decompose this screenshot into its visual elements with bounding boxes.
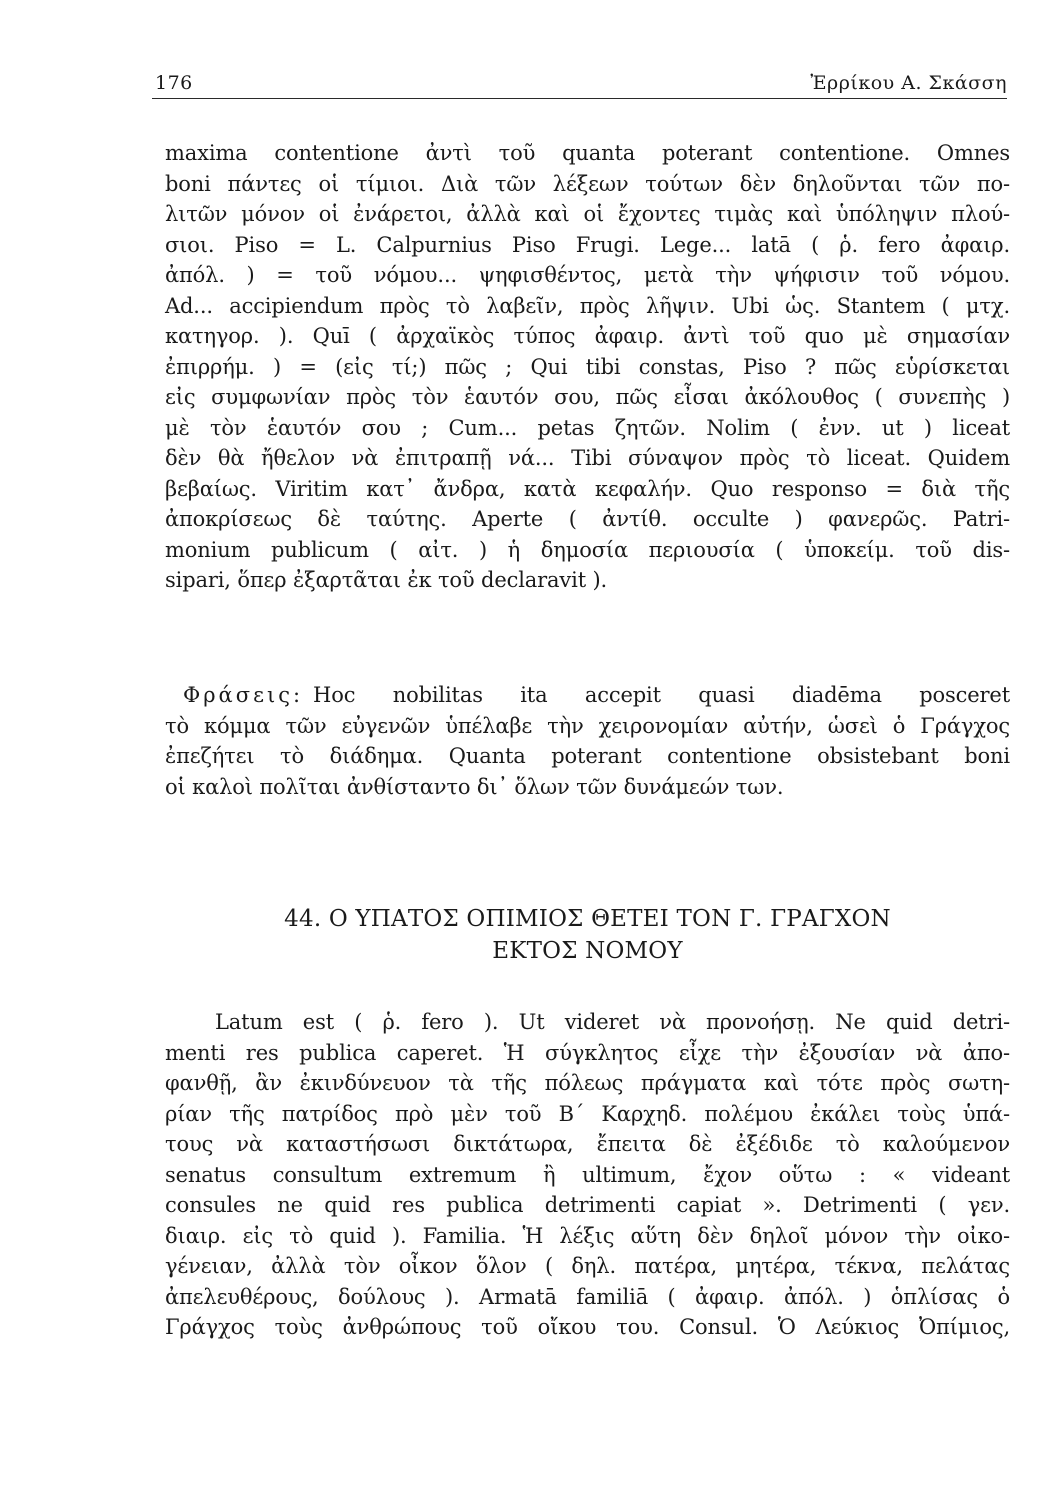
text-line: εἰς συμφωνίαν πρὸς τὸν ἑαυτόν σου, πῶς εἶσαι ἀκόλουθος ( συνεπὴς ) <box>165 385 1010 409</box>
text-line: ἀπελευθέρους, δούλους ). Armatā familiā ( ἀφαιρ. ἀπόλ. ) ὁπλίσας ὁ <box>165 1284 1010 1309</box>
text-line: λιτῶν μόνον οἱ ἐνάρετοι, ἀλλὰ καὶ οἱ ἔχοντες τιμὰς καὶ ὑπόληψιν πλού- <box>165 202 1010 226</box>
running-header <box>155 68 1007 98</box>
text-line: maxima contentione ἀντὶ τοῦ quanta poterant contentione. Omnes <box>165 141 1010 165</box>
text-line: senatus consultum extremum ἢ ultimum, ἔχον οὕτω : « videant <box>165 1162 1010 1187</box>
phrases-text: Hoc nobilitas ita accepit quasi diadēma posceret <box>313 683 1010 707</box>
header-rule <box>152 98 1007 99</box>
text-line: Ad... accipiendum πρὸς τὸ λαβεῖν, πρὸς λῆψιν. Ubi ὡς. Stantem ( μτχ. <box>165 293 1010 318</box>
text-line: τὸ κόμμα τῶν εὐγενῶν ὑπέλαβε τὴν χειρονομίαν αὐτήν, ὡσεὶ ὁ Γράγχος <box>165 713 1010 738</box>
page-number: 176 <box>155 72 193 94</box>
text-line: ἀπόλ. ) = τοῦ νόμου... ψηφισθέντος, μετὰ τὴν ψήφισιν τοῦ νόμου. <box>165 263 1010 287</box>
text-line: διαιρ. εἰς τὸ quid ). Familia. Ἡ λέξις αὕτη δὲν δηλοῖ μόνον τὴν οἰκο- <box>165 1223 1010 1248</box>
section-heading-line: 44. Ο ΥΠΑΤΟΣ ΟΠΙΜΙΟΣ ΘΕΤΕΙ ΤΟΝ Γ. ΓΡΑΓΧΟΝ <box>284 906 891 932</box>
text-line: Γράγχος τοὺς ἀνθρώπους τοῦ οἴκου του. Consul. Ὁ Λεύκιος Ὀπίμιος, <box>165 1315 1010 1339</box>
text-line: σιοι. Piso = L. Calpurnius Piso Frugi. Lege... latā ( ῥ. fero ἀφαιρ. <box>165 232 1010 257</box>
text-line: Latum est ( ῥ. fero ). Ut videret νὰ προνοήσῃ. Ne quid detri- <box>215 1010 1010 1034</box>
text-line: consules ne quid res publica detrimenti capiat ». Detrimenti ( γεν. <box>165 1193 1010 1217</box>
text-line: ἐπεζήτει τὸ διάδημα. Quanta poterant contentione obsistebant boni <box>165 744 1010 768</box>
text-line <box>165 680 1010 711</box>
text-line: βεβαίως. Viritim κατ᾽ ἄνδρα, κατὰ κεφαλήν. Quo responso = διὰ τῆς <box>165 476 1010 501</box>
text-line: οἱ καλοὶ πολῖται ἀνθίσταντο δι᾽ ὅλων τῶν δυνάμεών των. <box>165 774 784 799</box>
text-line: sipari, ὅπερ ἐξαρτᾶται ἐκ τοῦ declaravit ). <box>165 568 608 592</box>
text-line: γένειαν, ἀλλὰ τὸν οἶκον ὅλον ( δηλ. πατέρα, μητέρα, τέκνα, πελάτας <box>165 1254 1010 1278</box>
text-line: φανθῇ, ἂν ἐκινδύνευον τὰ τῆς πόλεως πράγματα καὶ τότε πρὸς σωτη- <box>165 1071 1010 1095</box>
section-body <box>165 1007 1010 1343</box>
text-line: monium publicum ( αἰτ. ) ἡ δημοσία περιουσία ( ὑποκείμ. τοῦ dis- <box>165 537 1010 562</box>
running-title: Ἐρρίκου Α. Σκάσση <box>810 72 1007 94</box>
phrases-paragraph <box>165 680 1010 802</box>
text-line: δὲν θὰ ἤθελον νὰ ἐπιτραπῇ νά... Tibi σύναψον πρὸς τὸ liceat. Quidem <box>165 446 1010 470</box>
text-line: ἐπιρρήμ. ) = (εἰς τί;) πῶς ; Qui tibi constas, Piso ? πῶς εὑρίσκεται <box>165 354 1010 379</box>
text-line: boni πάντες οἱ τίμιοι. Διὰ τῶν λέξεων τούτων δὲν δηλοῦνται τῶν πο- <box>165 171 1010 196</box>
text-line: κατηγορ. ). Quī ( ἀρχαϊκὸς τύπος ἀφαιρ. ἀντὶ τοῦ quo μὲ σημασίαν <box>165 324 1010 348</box>
section-heading-line: ΕΚΤΟΣ ΝΟΜΟΥ <box>492 938 683 964</box>
text-line: τους νὰ καταστήσωσι δικτάτωρα, ἔπειτα δὲ ἐξέδιδε τὸ καλούμενον <box>165 1132 1010 1156</box>
phrases-label: Φράσεις: <box>183 683 304 707</box>
notes-paragraph <box>165 138 1010 596</box>
text-line: ρίαν τῆς πατρίδος πρὸ μὲν τοῦ Β´ Καρχηδ. πολέμου ἐκάλει τοὺς ὑπά- <box>165 1101 1010 1126</box>
text-line: menti res publica caperet. Ἡ σύγκλητος εἶχε τὴν ἐξουσίαν νὰ ἀπο- <box>165 1040 1010 1065</box>
section-heading <box>165 903 1010 967</box>
text-line: ἀποκρίσεως δὲ ταύτης. Aperte ( ἀντίθ. occulte ) φανερῶς. Patri- <box>165 507 1010 531</box>
text-line: μὲ τὸν ἑαυτόν σου ; Cum... petas ζητῶν. Nolim ( ἐνν. ut ) liceat <box>165 415 1010 440</box>
